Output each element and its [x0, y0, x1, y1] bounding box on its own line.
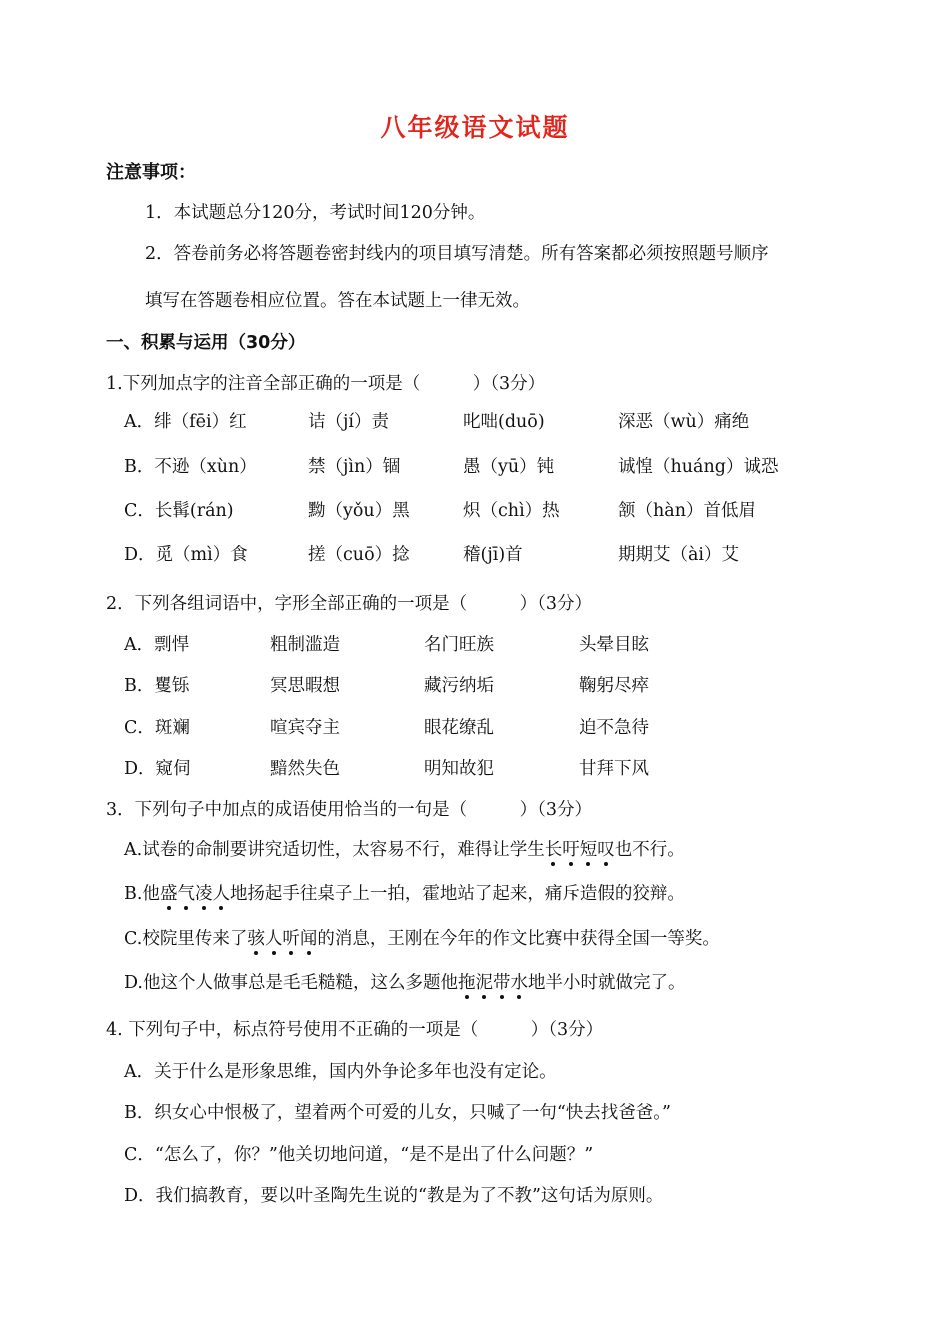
emphasis-dot-char: 凌 [194, 884, 213, 904]
q1-option-c-3: 炽（chì）热 [463, 501, 560, 521]
emphasis-dot-char: 拖 [457, 973, 476, 993]
emphasis-dot-char: 短 [579, 840, 598, 860]
q3-option-b: B.他盛气凌人地扬起手往桌子上一拍，霍地站了起来，痛斥造假的狡辩。 [124, 884, 685, 904]
q2-option-c-4: 迫不急待 [579, 718, 649, 738]
q1-option-a-4: 深恶（wù）痛绝 [618, 412, 750, 432]
q3-option-a-dotted-idiom [545, 840, 615, 860]
q3-option-a: A.试卷的命制要讲究适切性，太容易不行，难得让学生长吁短叹也不行。 [124, 840, 685, 860]
emphasis-dot-char: 盛 [159, 884, 178, 904]
emphasis-dot-char: 叹 [597, 840, 615, 860]
q1-option-c-2: 黝（yǒu）黑 [308, 501, 410, 521]
emphasis-dot-char: 长 [544, 840, 563, 860]
notice-heading: 注意事项： [106, 162, 196, 183]
q2-option-c-1: C．斑斓 [124, 718, 190, 738]
section-heading: 一、积累与运用（30分） [106, 333, 306, 353]
q2-option-b-2: 冥思暇想 [270, 676, 340, 696]
q2-option-d-2: 黯然失色 [270, 759, 340, 779]
q1-option-b-1: B．不逊（xùn） [124, 457, 257, 477]
q1-option-c-4: 颔（hàn）首低眉 [618, 501, 756, 521]
q1-option-d-4: 期期艾（ài）艾 [618, 545, 740, 565]
q2-option-d-4: 甘拜下风 [579, 759, 649, 779]
emphasis-dot-char: 泥 [475, 973, 493, 993]
emphasis-dot-char: 闻 [299, 929, 318, 949]
q1-option-b-2: 禁（jìn）锢 [308, 457, 401, 477]
q2-option-b-1: B．矍铄 [124, 676, 190, 696]
q1-option-d-3: 稽(jī)首 [463, 545, 523, 565]
emphasis-dot-char: 人 [264, 929, 283, 949]
q2-option-a-1: A．剽悍 [124, 635, 190, 655]
question-2-stem: 2．下列各组词语中，字形全部正确的一项是（ ）（3分） [106, 594, 593, 614]
q1-option-b-3: 愚（yū）钝 [463, 457, 555, 477]
q1-option-b-4: 诚惶（huáng）诚恐 [618, 457, 779, 477]
emphasis-dot-char: 人 [212, 884, 230, 904]
q1-option-a-3: 叱咄(duō) [463, 412, 545, 432]
q4-option-d: D．我们搞教育，要以叶圣陶先生说的“教是为了不教”这句话为原则。 [124, 1186, 664, 1206]
q1-option-d-1: D．觅（mì）食 [124, 545, 248, 565]
emphasis-dot-char: 水 [510, 973, 528, 993]
q2-option-a-4: 头晕目眩 [579, 635, 649, 655]
notice-item-1: 1．本试题总分120分，考试时间120分钟。 [145, 203, 486, 223]
question-3-stem: 3．下列句子中加点的成语使用恰当的一句是（ ）（3分） [106, 800, 593, 820]
page-title: 八年级语文试题 [380, 113, 570, 142]
question-4-stem: 4. 下列句子中，标点符号使用不正确的一项是（ ）（3分） [106, 1020, 604, 1040]
q3-option-d: D.他这个人做事总是毛毛糙糙，这么多题他拖泥带水地半小时就做完了。 [124, 973, 686, 993]
emphasis-dot-char: 听 [282, 929, 300, 949]
q2-option-c-3: 眼花缭乱 [424, 718, 494, 738]
notice-item-2-line-2: 填写在答题卷相应位置。答在本试题上一律无效。 [145, 291, 530, 311]
q3-option-c: C.校院里传来了骇人听闻的消息，王刚在今年的作文比赛中获得全国一等奖。 [124, 929, 720, 949]
q2-option-b-4: 鞠躬尽瘁 [579, 676, 649, 696]
q2-option-c-2: 喧宾夺主 [270, 718, 340, 738]
notice-item-2-line-1: 2．答卷前务必将答题卷密封线内的项目填写清楚。所有答案都必须按照题号顺序 [145, 244, 769, 264]
q2-option-d-3: 明知故犯 [424, 759, 494, 779]
q2-option-d-1: D．窥伺 [124, 759, 191, 779]
q1-option-a-2: 诘（jí）责 [308, 412, 390, 432]
q1-option-a-1: A．绯（fēi）红 [124, 412, 247, 432]
q2-option-a-2: 粗制滥造 [270, 635, 340, 655]
q2-option-a-3: 名门旺族 [424, 635, 494, 655]
emphasis-dot-char: 吁 [562, 840, 580, 860]
question-1-stem: 1.下列加点字的注音全部正确的一项是（ ）（3分） [106, 374, 546, 394]
q1-option-d-2: 搓（cuō）捻 [308, 545, 410, 565]
q3-option-d-dotted-idiom [458, 973, 528, 993]
q3-option-c-dotted-idiom [247, 929, 317, 949]
q1-option-c-1: C．长髯(rán) [124, 501, 234, 521]
q3-option-b-dotted-idiom [160, 884, 230, 904]
q4-option-c: C．“怎么了，你？”他关切地问道，“是不是出了什么问题？” [124, 1145, 594, 1165]
emphasis-dot-char: 气 [177, 884, 195, 904]
q2-option-b-3: 藏污纳垢 [424, 676, 494, 696]
q4-option-b: B．织女心中恨极了，望着两个可爱的儿女，只喊了一句“快去找爸爸。” [124, 1103, 672, 1123]
emphasis-dot-char: 带 [492, 973, 511, 993]
emphasis-dot-char: 骇 [247, 929, 265, 949]
q4-option-a: A．关于什么是形象思维，国内外争论多年也没有定论。 [124, 1062, 557, 1082]
